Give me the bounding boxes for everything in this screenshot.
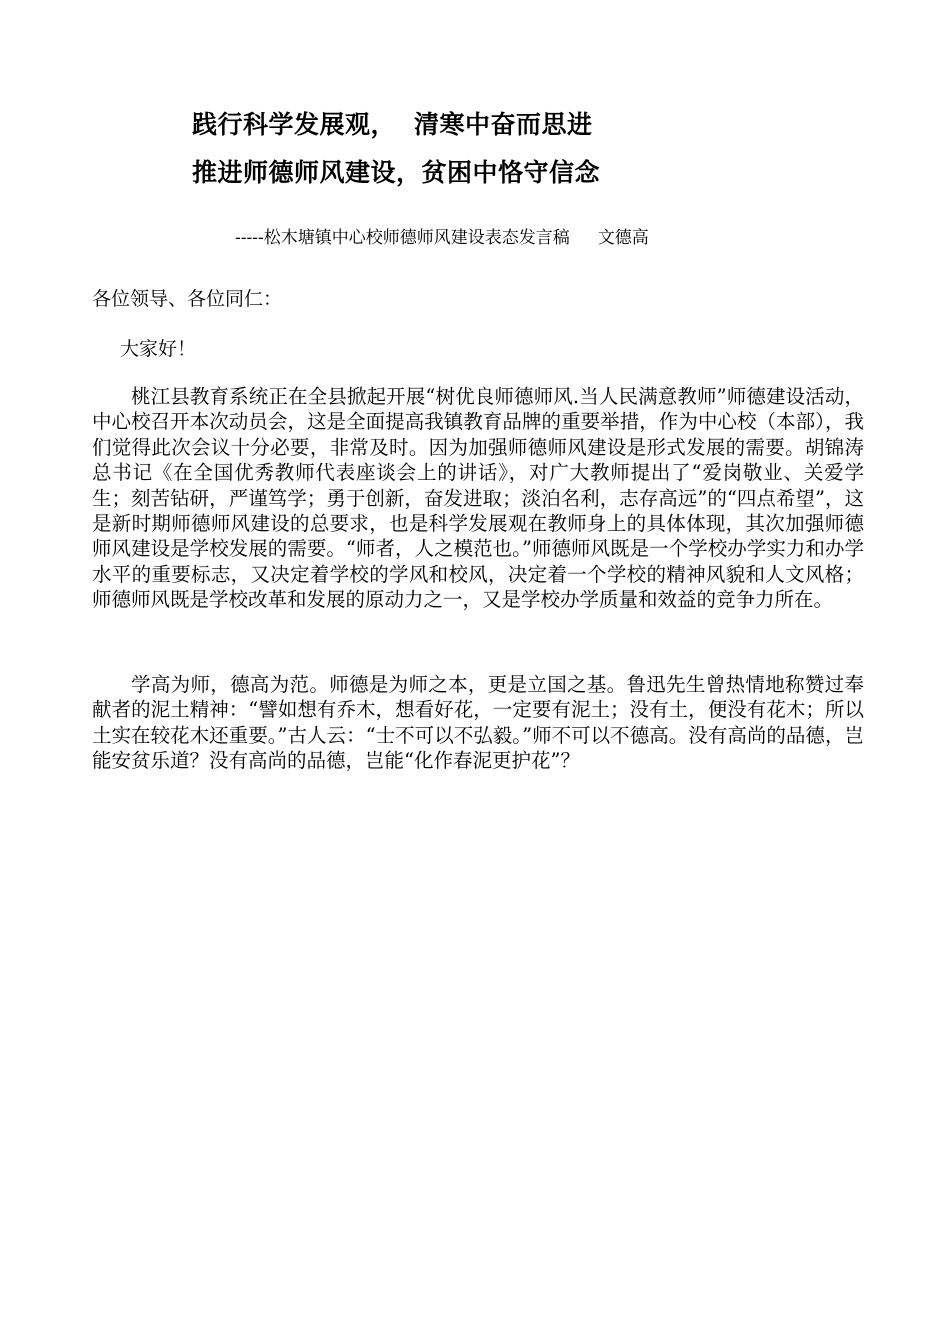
title-line-1-part-b: 清寒中奋而思进: [414, 110, 593, 139]
title-line-1-part-a: 践行科学发展观，: [192, 110, 397, 139]
subtitle-text: -----松木塘镇中心校师德师风建设表态发言稿: [235, 228, 570, 248]
subtitle: [235, 227, 649, 249]
title-line-1: [192, 110, 593, 140]
title-line-2: 推进师德师风建设，贫困中恪守信念: [192, 158, 601, 187]
body-paragraph-1: 桃江县教育系统正在全县掀起开展“树优良师德师风.当人民满意教师”师德建设活动，中心校召开本次动员会，这是全面提高我镇教育品牌的重要举措，作为中心校（本部），我们觉得此次会议十分必要，非常及时。因为加强师德师风建设是形式发展的需要。胡锦涛总书记《在全国优秀教师代表座谈会上的讲话》，对广大教师提出了“爱岗敬业、关爱学生；刻苦钻研，严谨笃学；勇于创新，奋发进取；淡泊名利，志存高远”的“四点希望”，这是新时期师德师风建设的总要求，也是科学发展观在教师身上的具体体现，其次加强师德师风建设是学校发展的需要。“师者，人之模范也。”师德师风既是一个学校办学实力和办学水平的重要标志，又决定着学校的学风和校风，决定着一个学校的精神风貌和人文风格；师德师风既是学校改革和发展的原动力之一，又是学校办学质量和效益的竞争力所在。: [92, 385, 864, 612]
greeting: 大家好！: [120, 338, 197, 360]
body-paragraph-2: 学高为师，德高为范。师德是为师之本，更是立国之基。鲁迅先生曾热情地称赞过奉献者的泥土精神：“譬如想有乔木，想看好花，一定要有泥土；没有土，便没有花木；所以土实在较花木还重要。”古人云：“士不可以不弘毅。”师不可以不德高。没有高尚的品德，岂能安贫乐道？没有高尚的品德，岂能“化作春泥更护花”？: [92, 673, 864, 773]
salutation: 各位领导、各位同仁：: [92, 288, 283, 310]
author-name: 文德高: [597, 228, 649, 248]
